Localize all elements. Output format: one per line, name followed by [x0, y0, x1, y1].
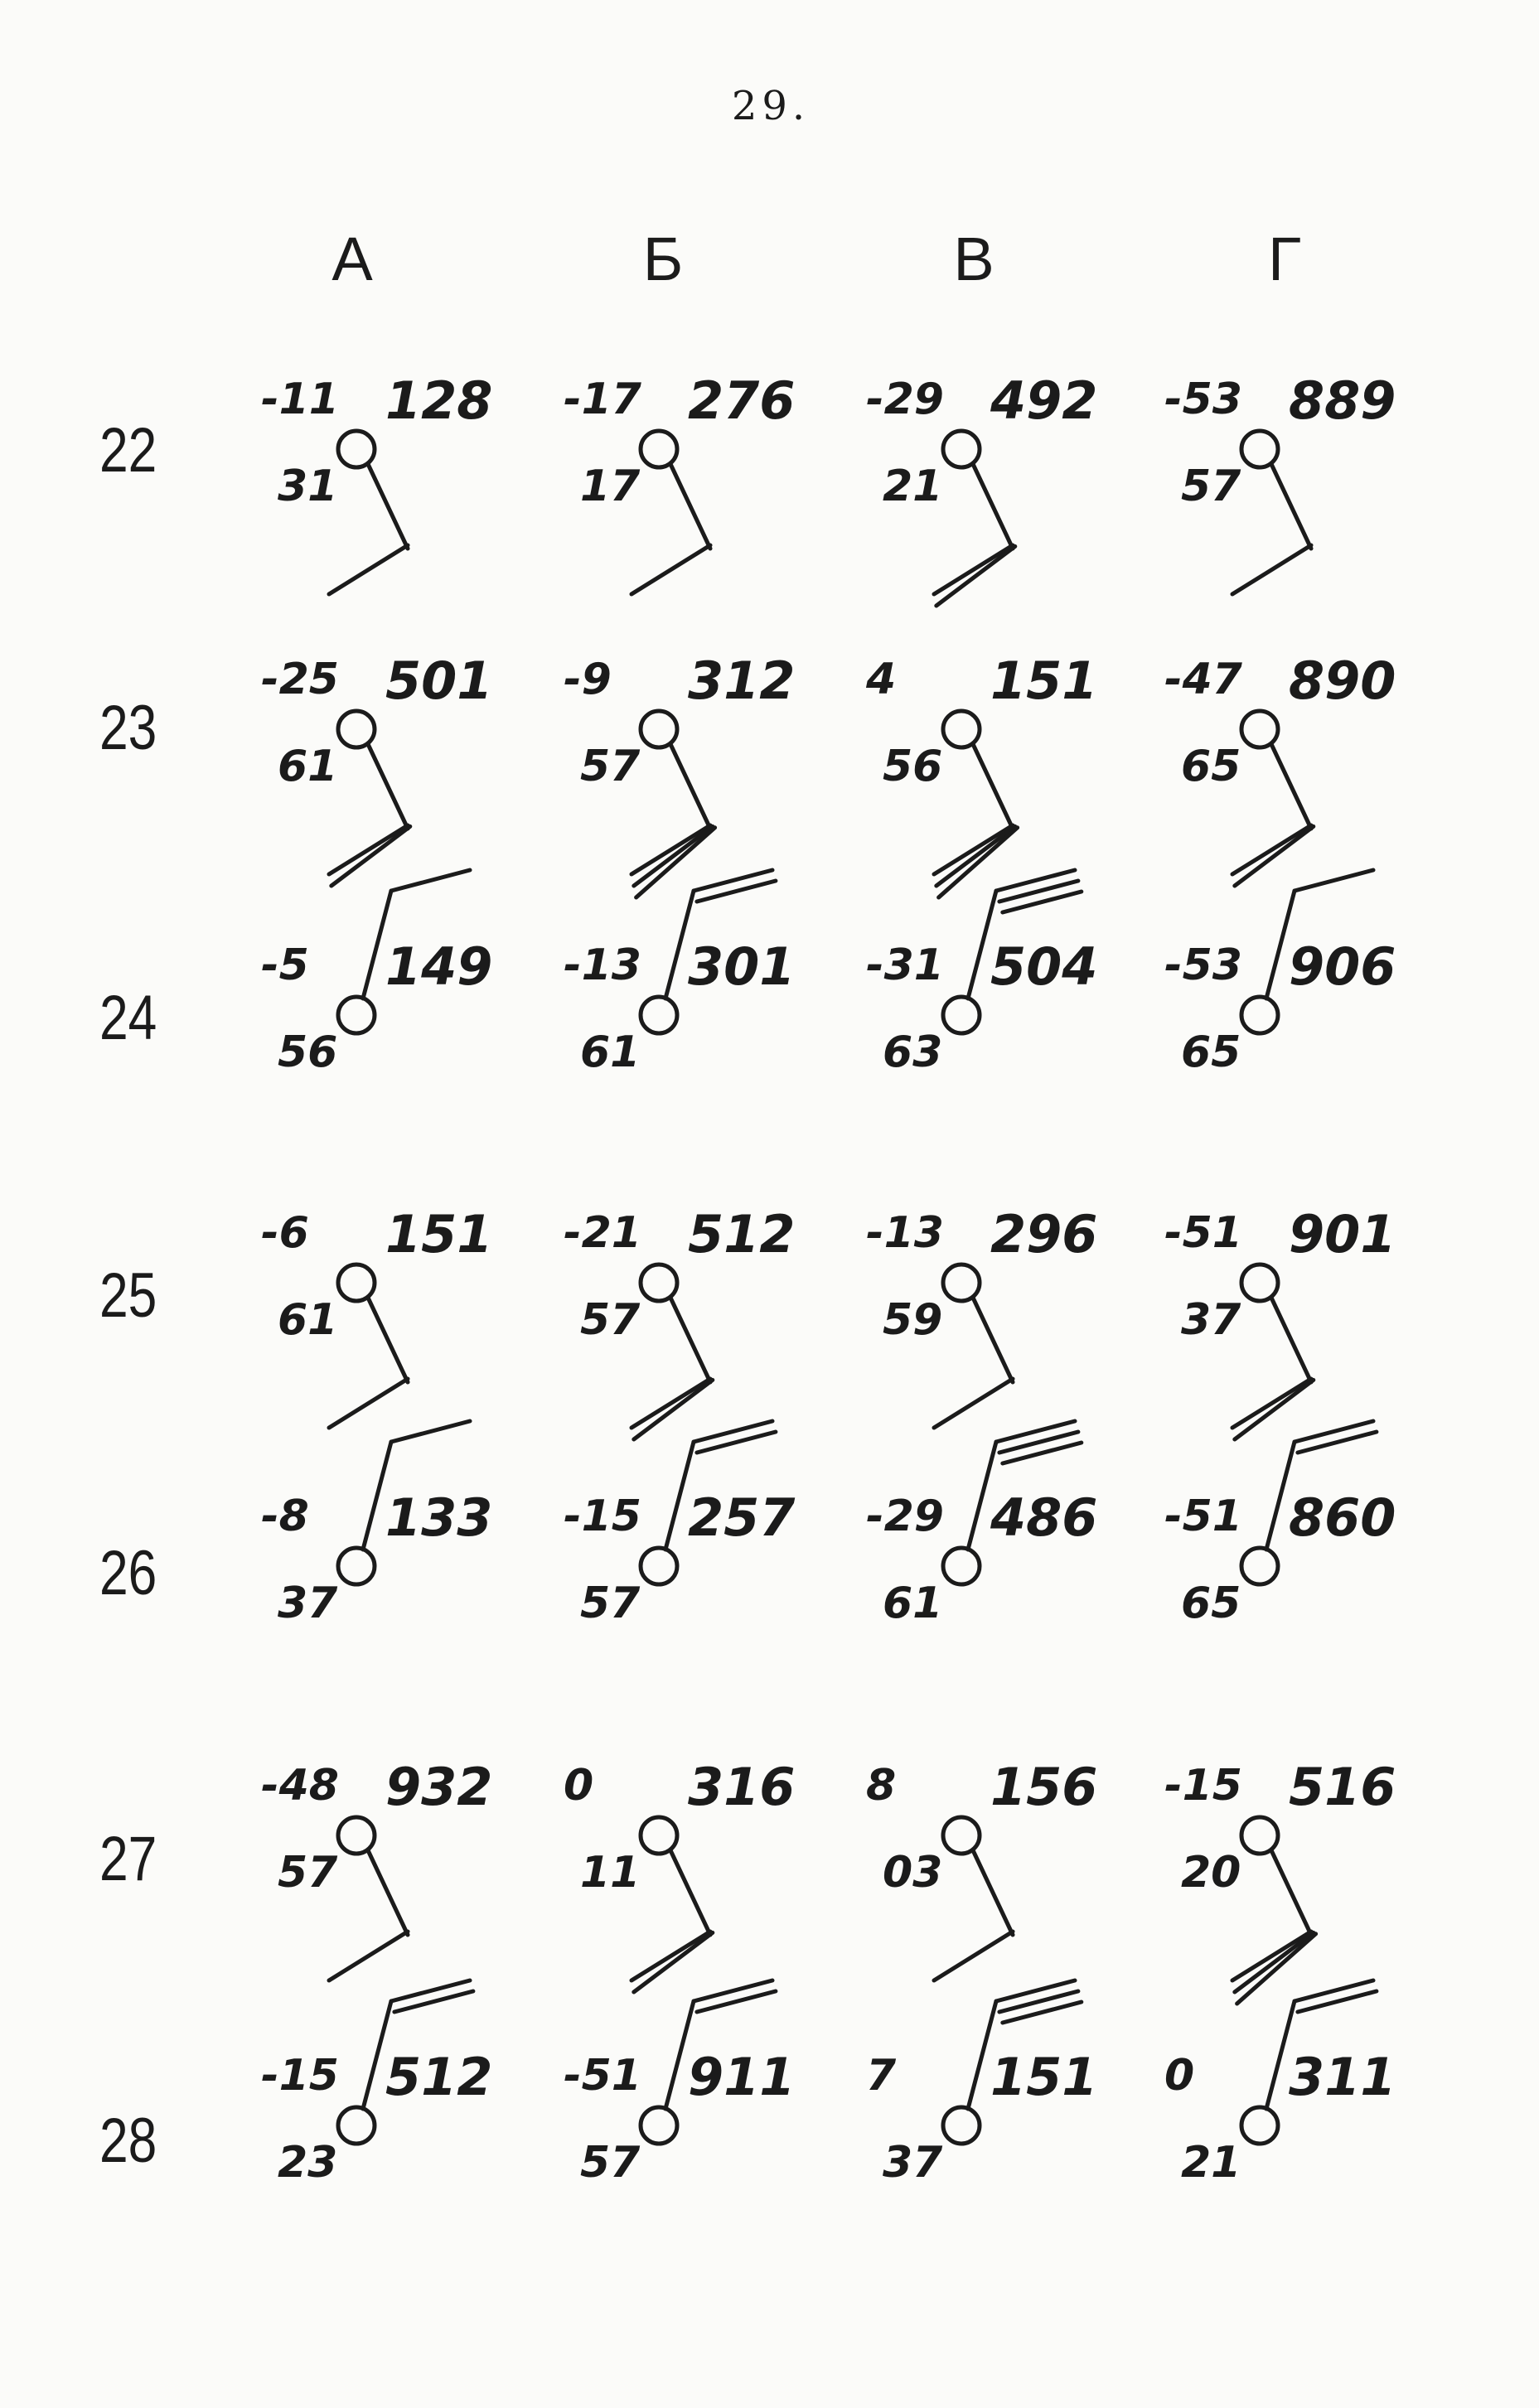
cloud-value-r22-c2: 17	[580, 462, 641, 511]
wind-stem-r23-c4	[1271, 744, 1311, 829]
pressure-value-r27-c2: 316	[688, 1757, 796, 1817]
wind-bar-1-r26-c1	[391, 1421, 470, 1442]
wind-stem-r22-c4	[1271, 464, 1311, 549]
wind-bar-1-r23-c4	[1232, 825, 1311, 874]
station-circle-r22-c3	[943, 431, 980, 467]
station-circle-r28-c3	[943, 2107, 980, 2144]
pressure-value-r26-c3: 486	[990, 1487, 1098, 1548]
cloud-value-r27-c2: 11	[580, 1848, 641, 1898]
pressure-value-r28-c2: 911	[688, 2047, 796, 2107]
station-circle-r24-c1	[338, 997, 375, 1033]
pressure-tendency-r24-c2: -13	[564, 940, 641, 990]
pressure-tendency-r23-c4: -47	[1164, 655, 1242, 704]
column-header-v: В	[953, 225, 995, 293]
pressure-value-r28-c3: 151	[990, 2047, 1098, 2107]
wind-bar-1-r25-c2	[632, 1379, 710, 1428]
wind-bar-2-r28-c2	[697, 1991, 776, 2012]
wind-stem-r22-c1	[368, 464, 408, 549]
pressure-tendency-r22-c1: -11	[261, 375, 339, 424]
pressure-tendency-r27-c1: -48	[261, 1761, 339, 1811]
station-circle-r25-c1	[338, 1264, 375, 1301]
pressure-tendency-r24-c1: -5	[261, 940, 309, 990]
cloud-value-r23-c2: 57	[580, 742, 641, 791]
wind-stem-r23-c2	[670, 744, 710, 829]
cloud-value-r28-c4: 21	[1181, 2138, 1241, 2188]
station-circle-r23-c3	[943, 711, 980, 747]
pressure-value-r25-c4: 901	[1289, 1204, 1396, 1264]
pressure-tendency-r25-c1: -6	[261, 1208, 309, 1258]
pressure-value-r23-c3: 151	[990, 650, 1098, 711]
wind-bar-3-r26-c3	[1003, 1443, 1082, 1463]
wind-stem-r23-c3	[973, 744, 1013, 829]
pressure-value-r27-c1: 932	[385, 1757, 493, 1817]
row-label-23: 23	[99, 693, 157, 763]
pressure-tendency-r27-c2: 0	[564, 1761, 594, 1811]
cloud-value-r28-c3: 37	[883, 2138, 943, 2188]
station-circle-r22-c2	[641, 431, 677, 467]
cloud-value-r26-c3: 61	[883, 1579, 943, 1628]
wind-bar-1-r22-c2	[632, 545, 710, 594]
pressure-value-r28-c1: 512	[385, 2047, 493, 2107]
pressure-value-r25-c2: 512	[688, 1204, 796, 1264]
row-label-24: 24	[99, 983, 157, 1053]
pressure-value-r25-c3: 296	[990, 1204, 1098, 1264]
pressure-tendency-r24-c3: -31	[866, 940, 944, 990]
pressure-tendency-r26-c2: -15	[564, 1492, 641, 1541]
wind-stem-r27-c2	[670, 1850, 710, 1935]
pressure-tendency-r25-c4: -51	[1164, 1208, 1242, 1258]
wind-stem-r25-c2	[670, 1298, 710, 1382]
cloud-value-r24-c3: 63	[883, 1028, 943, 1077]
wind-bar-1-r24-c2	[694, 870, 772, 891]
station-circle-r22-c1	[338, 431, 375, 467]
pressure-tendency-r23-c1: -25	[261, 655, 339, 704]
pressure-tendency-r23-c3: 4	[866, 655, 897, 704]
pressure-value-r27-c4: 516	[1289, 1757, 1396, 1817]
cloud-value-r22-c1: 31	[278, 462, 338, 511]
wind-bar-1-r25-c4	[1232, 1379, 1311, 1428]
station-circle-r23-c1	[338, 711, 375, 747]
station-circle-r26-c3	[943, 1548, 980, 1584]
station-circle-r27-c2	[641, 1817, 677, 1854]
station-circle-r25-c2	[641, 1264, 677, 1301]
row-label-27: 27	[99, 1824, 157, 1894]
cloud-value-r23-c3: 56	[883, 742, 943, 791]
wind-stem-r25-c1	[368, 1298, 408, 1382]
pressure-tendency-r28-c3: 7	[866, 2051, 897, 2101]
pressure-value-r23-c1: 501	[385, 650, 493, 711]
pressure-value-r26-c4: 860	[1289, 1487, 1396, 1548]
pressure-value-r24-c4: 906	[1289, 936, 1396, 997]
wind-bar-2-r28-c3	[999, 1991, 1078, 2012]
wind-bar-2-r23-c4	[1235, 826, 1314, 886]
column-header-b: Б	[642, 225, 684, 293]
wind-bar-1-r27-c3	[934, 1932, 1013, 1980]
row-label-22: 22	[99, 415, 157, 486]
station-circle-r28-c1	[338, 2107, 375, 2144]
wind-bar-1-r22-c1	[329, 545, 408, 594]
pressure-value-r22-c2: 276	[688, 370, 796, 431]
wind-bar-1-r27-c2	[632, 1932, 710, 1980]
cloud-value-r28-c2: 57	[580, 2138, 641, 2188]
column-header-a: А	[332, 225, 373, 293]
wind-bar-2-r22-c3	[936, 546, 1015, 606]
wind-bar-2-r24-c3	[999, 881, 1078, 902]
cloud-value-r27-c4: 20	[1181, 1848, 1241, 1898]
wind-stem-r23-c1	[368, 744, 408, 829]
wind-bar-1-r28-c3	[996, 1980, 1075, 2001]
cloud-value-r24-c1: 56	[278, 1028, 338, 1077]
pressure-value-r26-c1: 133	[385, 1487, 493, 1548]
pressure-value-r24-c1: 149	[385, 936, 493, 997]
station-circle-r27-c4	[1241, 1817, 1278, 1854]
cloud-value-r24-c2: 61	[580, 1028, 641, 1077]
pressure-tendency-r28-c2: -51	[564, 2051, 641, 2101]
station-circle-r27-c3	[943, 1817, 980, 1854]
wind-bar-2-r26-c3	[999, 1432, 1078, 1453]
wind-bar-1-r28-c4	[1295, 1980, 1373, 2001]
wind-bar-1-r27-c1	[329, 1932, 408, 1980]
row-label-25: 25	[99, 1260, 157, 1331]
pressure-value-r22-c1: 128	[385, 370, 493, 431]
wind-bar-1-r28-c1	[391, 1980, 470, 2001]
pressure-value-r24-c3: 504	[990, 936, 1098, 997]
wind-stem-r27-c4	[1271, 1850, 1311, 1935]
pressure-tendency-r22-c2: -17	[564, 375, 641, 424]
cloud-value-r22-c4: 57	[1181, 462, 1241, 511]
wind-bar-2-r25-c2	[634, 1380, 713, 1439]
wind-bar-1-r24-c4	[1295, 870, 1373, 891]
pressure-value-r22-c3: 492	[990, 370, 1098, 431]
cloud-value-r22-c3: 21	[883, 462, 943, 511]
pressure-tendency-r22-c4: -53	[1164, 375, 1242, 424]
station-circle-r25-c4	[1241, 1264, 1278, 1301]
row-label-26: 26	[99, 1538, 157, 1608]
station-circle-r28-c2	[641, 2107, 677, 2144]
pressure-tendency-r26-c3: -29	[866, 1492, 944, 1541]
pressure-tendency-r26-c4: -51	[1164, 1492, 1242, 1541]
station-circle-r24-c3	[943, 997, 980, 1033]
pressure-tendency-r28-c1: -15	[261, 2051, 339, 2101]
pressure-value-r28-c4: 311	[1289, 2047, 1396, 2107]
pressure-tendency-r22-c3: -29	[866, 375, 944, 424]
cloud-value-r23-c1: 61	[278, 742, 338, 791]
station-circle-r23-c4	[1241, 711, 1278, 747]
wind-bar-3-r28-c3	[1003, 2002, 1082, 2023]
wind-stem-r22-c2	[670, 464, 710, 549]
cloud-value-r25-c3: 59	[883, 1295, 943, 1345]
pressure-value-r26-c2: 257	[688, 1487, 796, 1548]
station-circle-r26-c4	[1241, 1548, 1278, 1584]
pressure-tendency-r25-c2: -21	[564, 1208, 641, 1258]
station-circle-r22-c4	[1241, 431, 1278, 467]
cloud-value-r25-c2: 57	[580, 1295, 641, 1345]
row-label-28: 28	[99, 2106, 157, 2176]
pressure-tendency-r27-c3: 8	[866, 1761, 897, 1811]
cloud-value-r25-c1: 61	[278, 1295, 338, 1345]
pressure-tendency-r28-c4: 0	[1164, 2051, 1195, 2101]
station-circle-r24-c4	[1241, 997, 1278, 1033]
wind-bar-1-r24-c3	[996, 870, 1075, 891]
wind-bar-2-r23-c1	[332, 826, 410, 886]
pressure-value-r23-c2: 312	[688, 650, 796, 711]
wind-bar-2-r24-c2	[697, 881, 776, 902]
page-number: 29.	[731, 83, 811, 129]
wind-stem-r27-c3	[973, 1850, 1013, 1935]
wind-bar-2-r28-c4	[1298, 1991, 1377, 2012]
wind-bar-2-r23-c2	[634, 826, 713, 886]
wind-stem-r27-c1	[368, 1850, 408, 1935]
cloud-value-r27-c1: 57	[278, 1848, 338, 1898]
station-circle-r23-c2	[641, 711, 677, 747]
wind-bar-2-r27-c4	[1235, 1932, 1314, 1992]
wind-bar-1-r25-c1	[329, 1379, 408, 1428]
wind-bar-1-r22-c3	[934, 545, 1013, 594]
cloud-value-r26-c4: 65	[1181, 1579, 1241, 1628]
station-circle-r28-c4	[1241, 2107, 1278, 2144]
wind-bar-2-r25-c4	[1235, 1380, 1314, 1439]
cloud-value-r23-c4: 65	[1181, 742, 1241, 791]
pressure-tendency-r26-c1: -8	[261, 1492, 309, 1541]
wind-bar-2-r26-c2	[697, 1432, 776, 1453]
pressure-value-r23-c4: 890	[1289, 650, 1396, 711]
wind-stem-r25-c4	[1271, 1298, 1311, 1382]
station-circle-r26-c1	[338, 1548, 375, 1584]
wind-bar-2-r23-c3	[936, 826, 1015, 886]
wind-bar-1-r23-c1	[329, 825, 408, 874]
pressure-value-r24-c2: 301	[688, 936, 796, 997]
station-circle-r26-c2	[641, 1548, 677, 1584]
wind-bar-1-r26-c2	[694, 1421, 772, 1442]
station-circle-r25-c3	[943, 1264, 980, 1301]
pressure-tendency-r23-c2: -9	[564, 655, 612, 704]
pressure-value-r27-c3: 156	[990, 1757, 1098, 1817]
wind-bar-2-r28-c1	[394, 1991, 473, 2012]
wind-bar-1-r28-c2	[694, 1980, 772, 2001]
cloud-value-r28-c1: 23	[278, 2138, 338, 2188]
pressure-tendency-r25-c3: -13	[866, 1208, 944, 1258]
station-circle-r24-c2	[641, 997, 677, 1033]
pressure-tendency-r27-c4: -15	[1164, 1761, 1242, 1811]
wind-bar-1-r26-c3	[996, 1421, 1075, 1442]
wind-bar-1-r22-c4	[1232, 545, 1311, 594]
cloud-value-r24-c4: 65	[1181, 1028, 1241, 1077]
wind-bar-2-r27-c2	[634, 1932, 713, 1992]
wind-bar-1-r24-c1	[391, 870, 470, 891]
wind-bar-2-r26-c4	[1298, 1432, 1377, 1453]
pressure-tendency-r24-c4: -53	[1164, 940, 1242, 990]
cloud-value-r26-c2: 57	[580, 1579, 641, 1628]
column-header-g: Г	[1267, 225, 1302, 293]
pressure-value-r22-c4: 889	[1289, 370, 1396, 431]
cloud-value-r25-c4: 37	[1181, 1295, 1241, 1345]
wind-bar-1-r26-c4	[1295, 1421, 1373, 1442]
cloud-value-r27-c3: 03	[883, 1848, 943, 1898]
wind-bar-1-r25-c3	[934, 1379, 1013, 1428]
wind-stem-r25-c3	[973, 1298, 1013, 1382]
pressure-value-r25-c1: 151	[385, 1204, 493, 1264]
wind-bar-3-r24-c3	[1003, 892, 1082, 912]
station-circle-r27-c1	[338, 1817, 375, 1854]
cloud-value-r26-c1: 37	[278, 1579, 338, 1628]
wind-stem-r22-c3	[973, 464, 1013, 549]
